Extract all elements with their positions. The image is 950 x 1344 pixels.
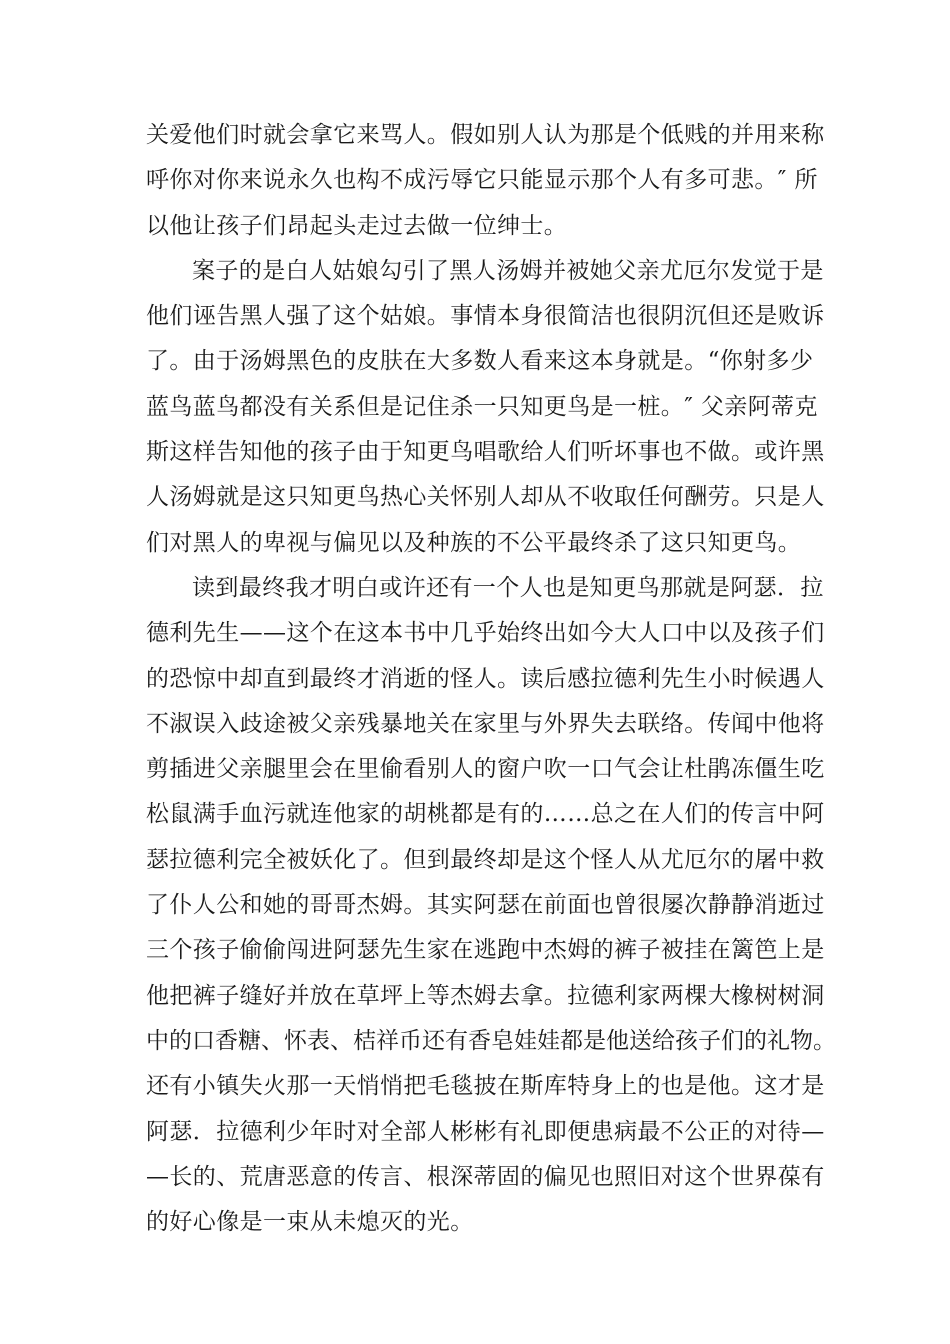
- text-line: 人汤姆就是这只知更鸟热心关怀别人却从不收取任何酬劳。只是人: [146, 484, 825, 511]
- text-line: 中的口香糖、怀表、桔祥币还有香皂娃娃都是他送给孩子们的礼物。: [146, 1027, 836, 1054]
- text-line: —长的、荒唐恶意的传言、根深蒂固的偏见也照旧对这个世界葆有: [146, 1163, 825, 1190]
- text-line: 关爱他们时就会拿它来骂人。假如别人认为那是个低贱的并用来称: [146, 122, 825, 148]
- text-line: 剪插进父亲腿里会在里偷看别人的窗户吹一口气会让杜鹃冻僵生吃: [146, 756, 825, 783]
- text-line: 德利先生——这个在这本书中几乎始终出如今大人口中以及孩子们: [146, 620, 825, 647]
- document-body: [146, 113, 836, 1245]
- text-line: 的恐惊中却直到最终才消逝的怪人。读后感拉德利先生小时候遇人: [146, 665, 825, 692]
- text-line: 他把裤子缝好并放在草坪上等杰姆去拿。拉德利家两棵大橡树树洞: [146, 982, 825, 1009]
- text-line: 以他让孩子们昂起头走过去做一位绅士。: [146, 212, 568, 239]
- text-line: 蓝鸟蓝鸟都没有关系但是记住杀一只知更鸟是一桩。″ 父亲阿蒂克: [146, 393, 818, 420]
- text-line: 三个孩子偷偷闯进阿瑟先生家在逃跑中杰姆的裤子被挂在篱笆上是: [146, 937, 825, 964]
- text-line: 斯这样告知他的孩子由于知更鸟唱歌给人们听坏事也不做。或许黑: [146, 439, 825, 466]
- text-line: 了。由于汤姆黑色的皮肤在大多数人看来这本身就是。“你射多少: [146, 348, 814, 375]
- text-line: 还有小镇失火那一天悄悄把毛毯披在斯库特身上的也是他。这才是: [146, 1073, 825, 1100]
- paragraph-first-line: 读到最终我才明白或许还有一个人也是知更鸟那就是阿瑟．拉: [192, 574, 824, 601]
- text-line: 不淑误入歧途被父亲残暴地关在家里与外界失去联络。传闻中他将: [146, 710, 825, 737]
- text-line: 松鼠满手血污就连他家的胡桃都是有的……总之在人们的传言中阿: [146, 801, 825, 828]
- text-line: 呼你对你来说永久也构不成污辱它只能显示那个人有多可悲。″ 所: [146, 167, 818, 194]
- text-line: 他们诬告黑人强了这个姑娘。事情本身很简洁也很阴沉但还是败诉: [146, 303, 825, 330]
- text-line: 了仆人公和她的哥哥杰姆。其实阿瑟在前面也曾很屡次静静消逝过: [146, 892, 825, 919]
- text-line: 的好心像是一束从未熄灭的光。: [146, 1209, 474, 1236]
- paragraph-first-line: 案子的是白人姑娘勾引了黑人汤姆并被她父亲尤厄尔发觉于是: [192, 257, 824, 284]
- text-line: 们对黑人的卑视与偏见以及种族的不公平最终杀了这只知更鸟。: [146, 529, 802, 556]
- text-line: 阿瑟．拉德利少年时对全部人彬彬有礼即便患病最不公正的对待—: [146, 1118, 825, 1145]
- text-line: 瑟拉德利完全被妖化了。但到最终却是这个怪人从尤厄尔的屠中救: [146, 846, 825, 873]
